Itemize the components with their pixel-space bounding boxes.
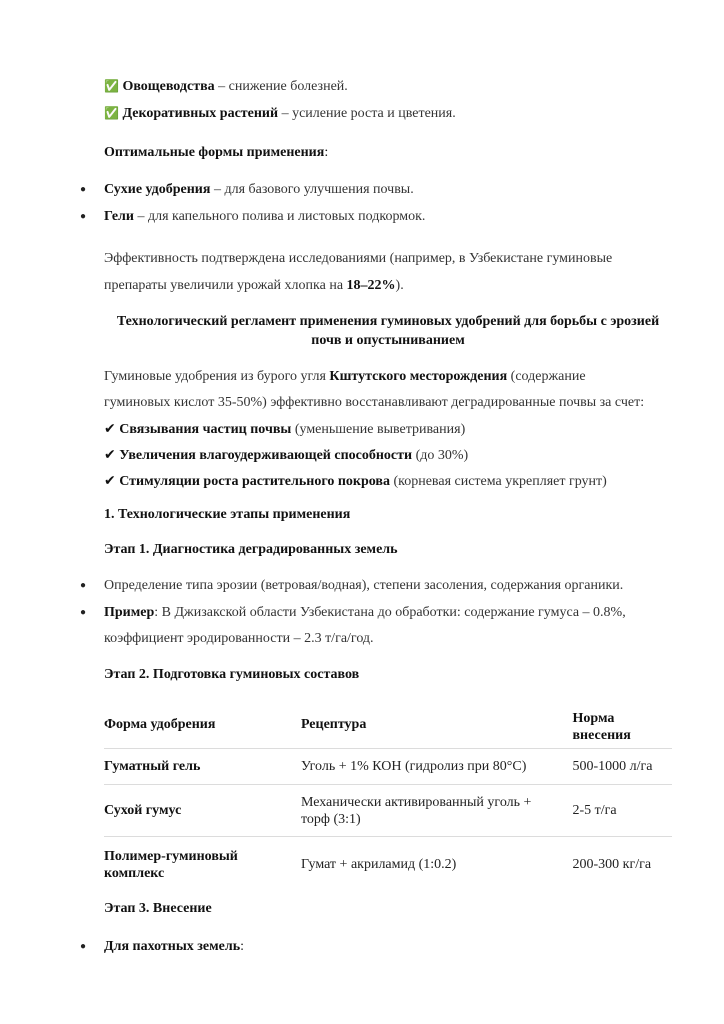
bullet-icon: ● — [80, 184, 87, 195]
last-list-item-suffix: : — [240, 939, 245, 954]
bullet-icon: ● — [80, 607, 87, 618]
check-mark-icon: ✅ — [104, 106, 119, 120]
example-label: Пример — [104, 605, 155, 620]
check-item-bold: Увеличения влагоудерживающей способности — [119, 448, 413, 463]
table-cell-form — [104, 785, 301, 837]
intro-line-2: гуминовых кислот 35-50%) эффективно восстанавливают деградированные почвы за счет: — [104, 395, 645, 410]
section-title-line-2: почв и опустыниванием — [311, 333, 465, 348]
table-header-row — [104, 700, 672, 749]
example-text-2: коэффициент эродированности – 2.3 т/га/год. — [104, 631, 374, 646]
check-item-bold: Стимуляции роста растительного покрова — [119, 474, 390, 489]
check-mark-icon: ✅ — [104, 79, 119, 93]
section-title-line-1: Технологический регламент применения гуминовых удобрений для борьбы с эрозией — [116, 314, 660, 329]
table-cell-form-text: Полимер-гуминовый комплекс — [104, 848, 238, 881]
table-row — [104, 837, 672, 893]
check-icon: ✔ — [104, 421, 116, 437]
efficacy-line-2-post: ). — [395, 278, 404, 293]
list-item — [104, 104, 456, 123]
example-text-1: : В Джизакской области Узбекистана до обработки: содержание гумуса – 0.8%, — [154, 605, 626, 620]
efficacy-line-1: Эффективность подтверждена исследованиями (например, в Узбекистане гуминовые — [104, 251, 613, 266]
table-cell-recipe: Гумат + акриламид (1:0.2) — [301, 837, 573, 893]
last-list-item-bold: Для пахотных земель — [104, 939, 241, 954]
stage1-item-2 — [104, 604, 626, 622]
bullet-icon: ● — [80, 580, 87, 591]
check-item-text: (корневая система укрепляет грунт) — [389, 474, 607, 489]
intro-line-1-pre: Гуминовые удобрения из бурого угля — [104, 369, 330, 384]
table-cell-recipe: Механически активированный уголь + торф (3:1) — [301, 785, 573, 837]
table-cell-rate: 200-300 кг/га — [573, 837, 673, 893]
table-cell-form-text: Гуматный гель — [104, 759, 201, 774]
table-cell-rate: 500-1000 л/га — [573, 749, 673, 785]
list-item-bold: Декоративных растений — [122, 106, 279, 121]
stage2-heading: Этап 2. Подготовка гуминовых составов — [104, 667, 360, 682]
table-header-form: Форма удобрения — [104, 716, 216, 732]
table-row — [104, 785, 672, 837]
fertilizer-table — [104, 700, 672, 893]
check-item-text: (до 30%) — [412, 448, 469, 463]
table-cell-form — [104, 837, 301, 893]
check-item-text: (уменьшение выветривания) — [291, 422, 466, 437]
table-cell-rate: 2-5 т/га — [573, 785, 673, 837]
last-list-item — [104, 938, 244, 956]
list-item-text: – для базового улучшения почвы. — [210, 182, 414, 197]
table-row — [104, 749, 672, 785]
list-item — [104, 181, 414, 199]
forms-heading — [104, 144, 328, 162]
efficacy-line-2 — [104, 277, 404, 295]
section-title — [104, 312, 672, 350]
forms-heading-text: Оптимальные формы применения — [104, 145, 325, 160]
table-header-recipe: Рецептура — [300, 716, 367, 732]
check-item — [104, 420, 465, 439]
check-item-bold: Связывания частиц почвы — [119, 422, 292, 437]
check-icon: ✔ — [104, 473, 116, 489]
stage1-item-1: Определение типа эрозии (ветровая/водная), степени засоления, содержания органики. — [104, 578, 624, 593]
list-item-text: – снижение болезней. — [214, 79, 348, 94]
list-item-text: – усиление роста и цветения. — [278, 106, 456, 121]
check-item — [104, 446, 468, 465]
table-cell-form-text: Сухой гумус — [104, 803, 182, 818]
table-cell-recipe: Уголь + 1% КОН (гидролиз при 80°C) — [301, 749, 573, 785]
check-item — [104, 472, 607, 491]
bullet-icon: ● — [80, 941, 87, 952]
stage3-heading: Этап 3. Внесение — [104, 901, 212, 916]
check-icon: ✔ — [104, 447, 116, 463]
table-cell-form — [104, 749, 301, 785]
stages-heading: 1. Технологические этапы применения — [104, 507, 351, 522]
list-item-text: – для капельного полива и листовых подкормок. — [133, 209, 426, 224]
intro-line-1 — [104, 368, 586, 386]
stage1-heading: Этап 1. Диагностика деградированных земель — [104, 542, 398, 557]
intro-line-1-post: (содержание — [507, 369, 586, 384]
list-item-bold: Сухие удобрения — [104, 182, 211, 197]
forms-heading-suffix: : — [324, 145, 329, 160]
list-item — [104, 77, 348, 96]
list-item — [104, 208, 425, 226]
bullet-icon: ● — [80, 211, 87, 222]
intro-deposit: Кштутского месторождения — [329, 369, 508, 384]
efficacy-line-2-pre: препараты увеличили урожай хлопка на — [104, 278, 347, 293]
efficacy-percent: 18–22% — [346, 278, 396, 293]
list-item-bold: Овощеводства — [122, 79, 215, 94]
table-header-rate: Норма внесения — [572, 711, 631, 743]
list-item-bold: Гели — [104, 209, 134, 224]
